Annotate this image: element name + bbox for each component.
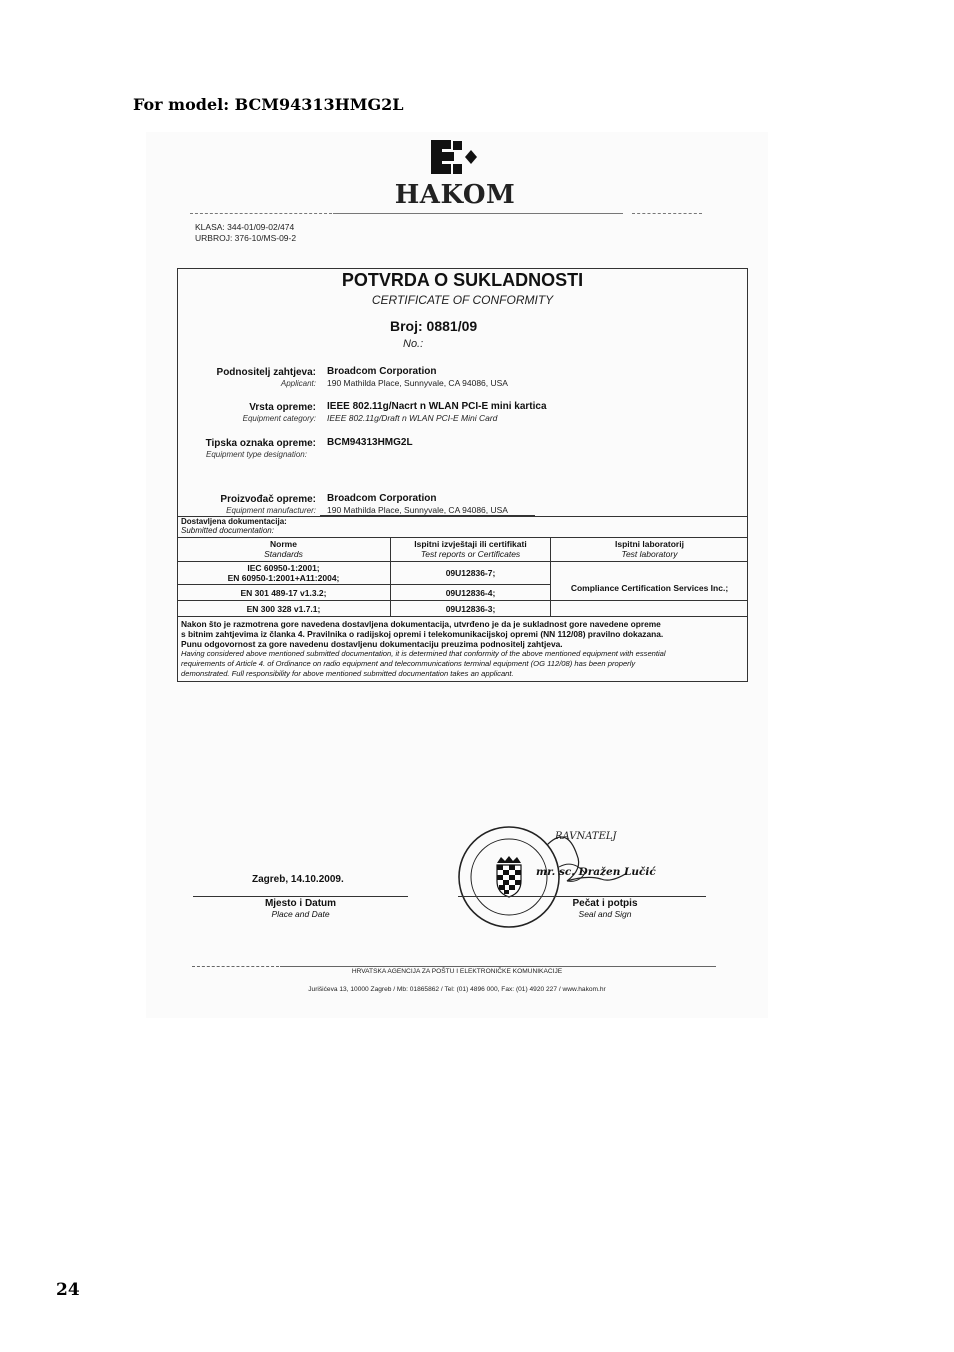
manufacturer-value: Broadcom Corporation 190 Mathilda Place, Sunnyvale, CA 94086, USA [327, 493, 508, 515]
signer-title: RAVNATELJ [555, 831, 617, 842]
header-test-laboratory: Ispitni laboratorij Test laboratory [615, 539, 684, 559]
applicant-label: Podnositelj zahtjeva: Applicant: [216, 367, 316, 388]
test-laboratory-value: Compliance Certification Services Inc.; [570, 583, 729, 593]
footer-rule-left [192, 966, 279, 967]
table-row-standard: EN 300 328 v1.7.1; [246, 604, 321, 614]
header-rule-left [190, 213, 332, 214]
table-row-report: 09U12836-4; [445, 588, 496, 598]
seal-caption: Pečat i potpis Seal and Sign [572, 898, 638, 919]
klasa-text: KLASA: 344-01/09-02/474 [195, 222, 295, 232]
header-standards: Norme Standards [264, 539, 303, 559]
signer-name: mr. sc. Dražen Lučić [536, 866, 656, 878]
submitted-documentation-label: Dostavljena dokumentacija: Submitted documentation: [181, 517, 287, 535]
header-rule-right [632, 213, 702, 214]
table-row-report: 09U12836-7; [445, 568, 496, 578]
manufacturer-label: Proizvođač opreme: Equipment manufacturer: [220, 494, 316, 515]
place-date-value: Zagreb, 14.10.2009. [252, 874, 344, 885]
header-rule [333, 213, 623, 214]
equipment-category-value: IEEE 802.11g/Nacrt n WLAN PCI-E mini kartica IEEE 802.11g/Draft n WLAN PCI-E Mini Card [327, 401, 547, 423]
agency-address: Jurišićeva 13, 10000 Zagreb / Mb: 01865862 / Tel: (01) 4896 000, Fax: (01) 4920 227 / www.hakom.hr [308, 986, 606, 993]
table-bottom-rule [177, 616, 748, 617]
certificate-number-en: No.: [403, 338, 424, 350]
certificate-number: Broj: 0881/09 [390, 318, 478, 334]
applicant-value: Broadcom Corporation 190 Mathilda Place, Sunnyvale, CA 94086, USA [327, 366, 508, 388]
agency-name: HRVATSKA AGENCIJA ZA POŠTU I ELEKTRONIČKE KOMUNIKACIJE [351, 968, 563, 975]
table-row1-rule [177, 584, 551, 585]
type-designation-label: Tipska oznaka opreme: Equipment type designation: [205, 438, 316, 459]
table-row-standard: IEC 60950-1:2001; EN 60950-1:2001+A11:2004; [227, 563, 340, 583]
seal-line [458, 896, 706, 897]
equipment-category-label: Vrsta opreme: Equipment category: [242, 402, 316, 423]
urbroj-text: URBROJ: 376-10/MS-09-2 [195, 233, 297, 243]
place-date-caption: Mjesto i Datum Place and Date [264, 898, 337, 919]
table-row-report: 09U12836-3; [445, 604, 496, 614]
table-row-standard: EN 301 489-17 v1.3.2; [240, 588, 327, 598]
type-designation-value: BCM94313HMG2L [327, 437, 413, 448]
table-row2-rule [177, 600, 748, 601]
model-label: For model: BCM94313HMG2L [133, 95, 404, 114]
page-number: 24 [56, 1280, 80, 1300]
header-test-reports: Ispitni izvještaji ili certifikati Test reports or Certificates [414, 539, 527, 559]
certificate-subtitle: CERTIFICATE OF CONFORMITY [371, 293, 554, 307]
table-top-rule [177, 537, 748, 538]
reference-numbers [195, 222, 296, 244]
table-header-rule [177, 561, 748, 562]
footer-rule [280, 966, 716, 967]
certificate-title: POTVRDA O SUKLADNOSTI [341, 270, 584, 290]
hakom-logo-text: HAKOM [394, 180, 516, 210]
conformity-statement: Nakon što je razmotrena gore navedena dostavljena dokumentacija, utvrđeno je da je sukladnost gore navedene opreme s bitnim zahtjevima iz članka 4. Pravilnika o radijskoj opremi i telekomunikacijskoj opremi (NN 112/08) pravilno dokazana. Punu odgovornost za gore navedenu dostavljenu dokumentaciju preuzima podnositelj zahtjeva. Having considered above mentioned submitted documentation, it is determined that conformity of the above mentioned equipment with essential requirements of Article 4. of Ordinance on radio equipment and telecommunications terminal equipment (OG 112/08) has been properly demonstrated. Full responsibility for above mentioned submitted documentation takes an applicant. [181, 619, 666, 678]
place-date-line [193, 896, 408, 897]
